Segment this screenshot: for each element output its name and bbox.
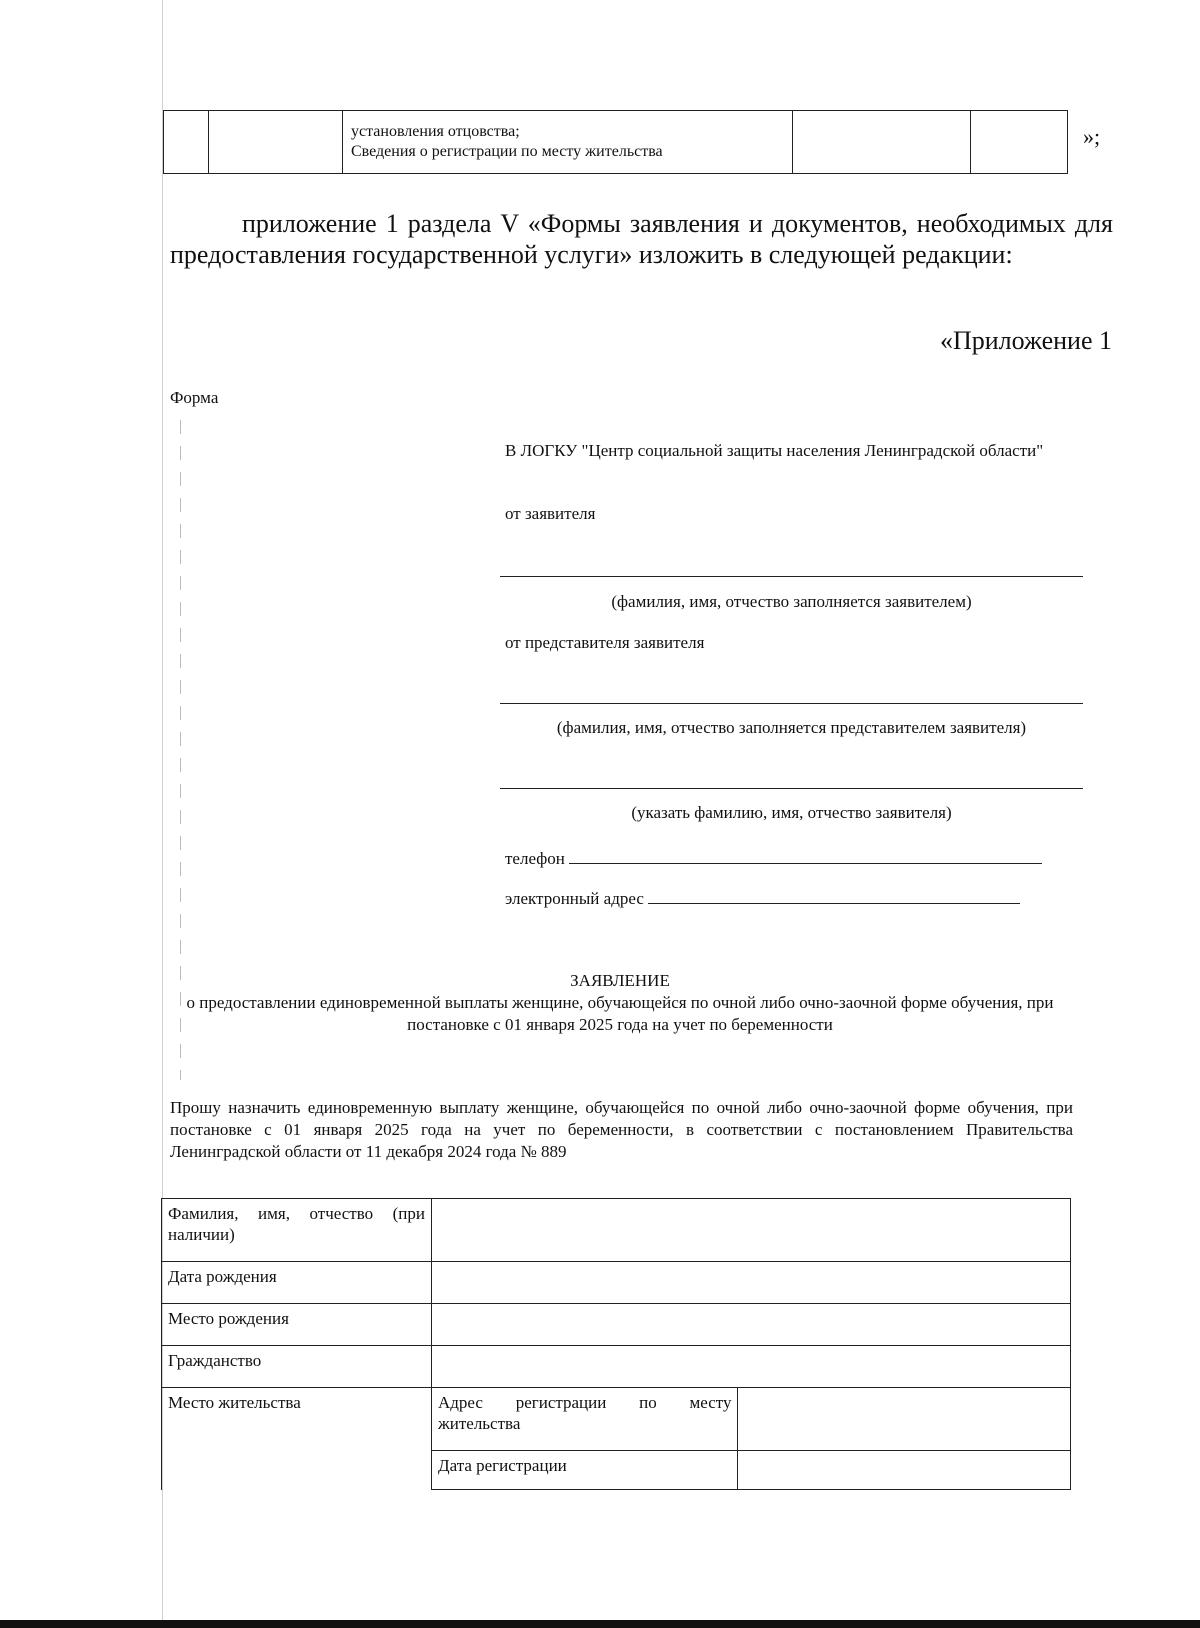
instruction-paragraph: приложение 1 раздела V «Формы заявления и документов, необходимых для предоставления государственной услуги» изложить в следующей редакции: (170, 209, 1113, 269)
table-row (162, 1304, 1071, 1346)
table-cell-info (343, 111, 793, 174)
table-row (164, 111, 1068, 174)
table-row (162, 1199, 1071, 1262)
label-reg-address: Адрес регистрации по месту жительства (432, 1388, 738, 1451)
email-label: электронный адрес (505, 889, 644, 908)
request-paragraph: Прошу назначить единовременную выплату женщине, обучающейся по очной либо очно-заочной форме обучения, при постановке с 01 января 2025 года на учет по беременности, в соответствии с постановлением Правительства Ленинградской области от 11 декабря 2024 года № 889 (170, 1098, 1073, 1161)
applicant-name-caption: (фамилия, имя, отчество заполняется заявителем) (611, 592, 972, 611)
table-row (162, 1388, 1071, 1451)
applicant-fullname-caption: (указать фамилию, имя, отчество заявителя) (631, 803, 952, 822)
label-birth-date: Дата рождения (162, 1262, 432, 1304)
applicant-data-table (161, 1198, 1071, 1490)
scan-artifact-bottom-edge (0, 1620, 1200, 1628)
from-applicant-label: от заявителя (505, 504, 596, 523)
application-heading (170, 970, 1070, 1036)
representative-name-caption: (фамилия, имя, отчество заполняется представителем заявителя) (556, 718, 1027, 737)
form-label: Форма (170, 388, 219, 407)
continuation-table (163, 110, 1068, 174)
label-residence: Место жительства (162, 1388, 432, 1490)
applicant-fullname-line[interactable] (500, 788, 1083, 789)
table-cell (971, 111, 1068, 174)
application-subtitle: о предоставлении единовременной выплаты женщине, обучающейся по очной либо очно-заочной форме обучения, при постановке с 01 января 2025 года на учет по беременности (186, 993, 1054, 1034)
birth-date-field[interactable] (432, 1262, 1071, 1304)
label-full-name: Фамилия, имя, отчество (при наличии) (162, 1199, 432, 1262)
addressee-block (505, 440, 1078, 908)
appendix-heading: «Приложение 1 (939, 326, 1112, 355)
table-cell (164, 111, 209, 174)
application-title: ЗАЯВЛЕНИЕ (570, 971, 670, 990)
label-citizenship: Гражданство (162, 1346, 432, 1388)
phone-field[interactable] (505, 847, 1042, 869)
addressee-organization: В ЛОГКУ "Центр социальной защиты населения Ленинградской области" (505, 441, 1044, 460)
full-name-field[interactable] (432, 1199, 1071, 1262)
reg-address-field[interactable] (738, 1388, 1071, 1451)
applicant-name-line[interactable] (500, 576, 1083, 577)
citizenship-field[interactable] (432, 1346, 1071, 1388)
table-row (162, 1262, 1071, 1304)
representative-name-line[interactable] (500, 703, 1083, 704)
phone-label: телефон (505, 849, 565, 868)
table-cell (209, 111, 343, 174)
table-cell (793, 111, 971, 174)
reg-date-field[interactable] (738, 1451, 1071, 1490)
closing-quote: »; (1083, 124, 1101, 149)
birth-place-field[interactable] (432, 1304, 1071, 1346)
email-field[interactable] (505, 887, 1020, 909)
table-row (162, 1346, 1071, 1388)
from-representative-label: от представителя заявителя (505, 633, 705, 652)
label-birth-place: Место рождения (162, 1304, 432, 1346)
continuation-line-1: установления отцовства; (351, 123, 520, 140)
continuation-line-2: Сведения о регистрации по месту жительства (351, 143, 663, 160)
email-input-line[interactable] (648, 887, 1020, 904)
label-reg-date: Дата регистрации (432, 1451, 738, 1490)
phone-input-line[interactable] (569, 847, 1042, 864)
